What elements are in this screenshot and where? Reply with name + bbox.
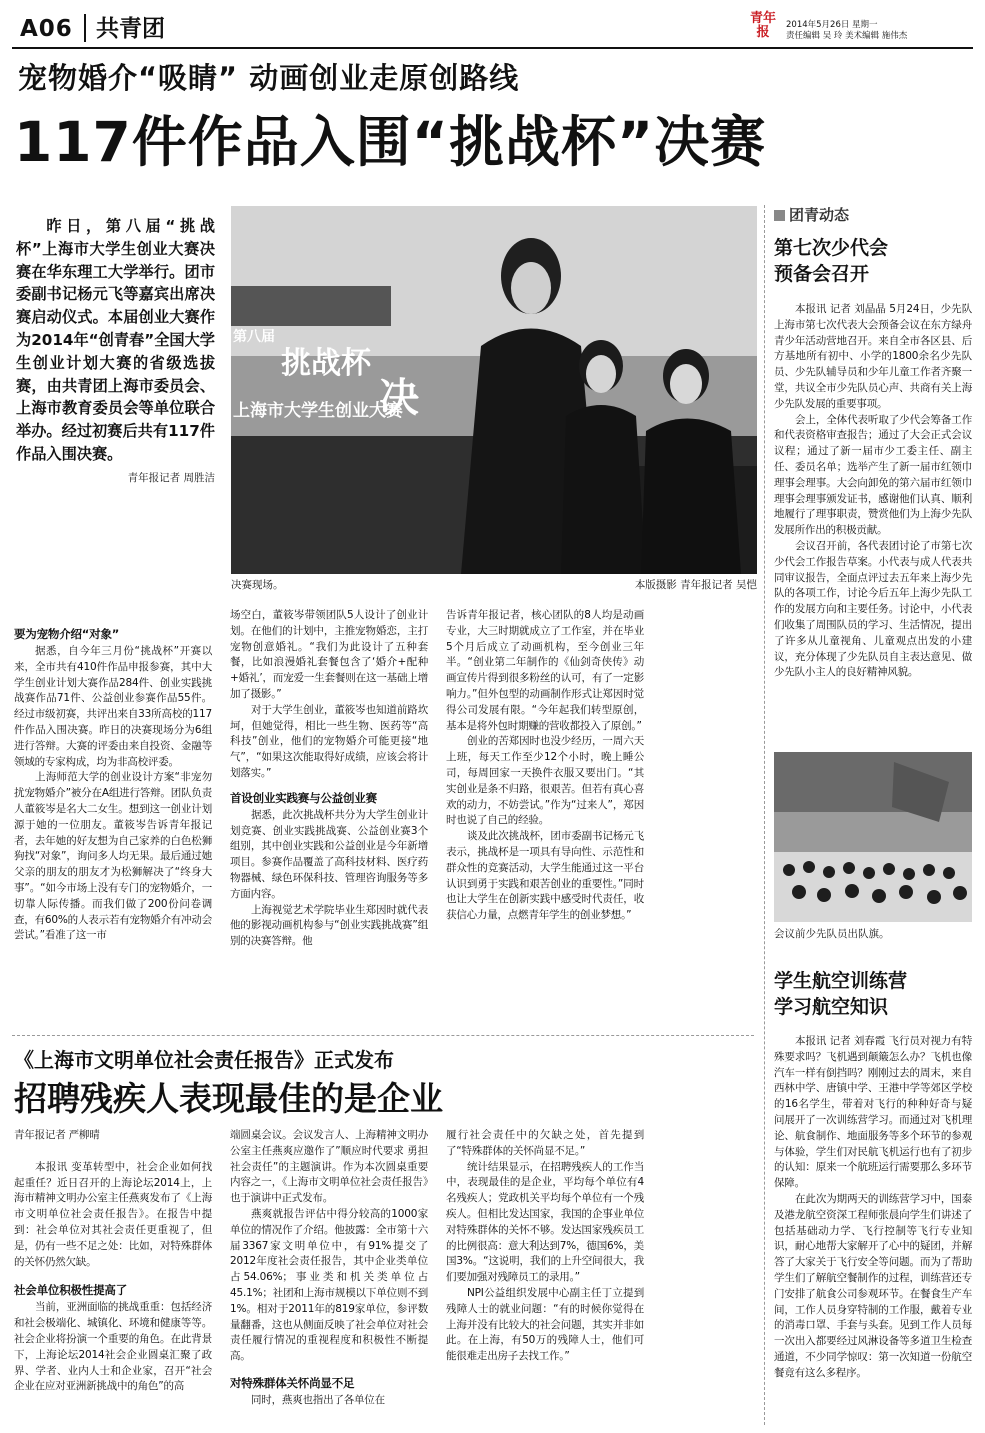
bottom-col3-paragraph-1: 履行社会责任中的欠缺之处，首先提到了“特殊群体的关怀尚显不足。” xyxy=(446,1129,644,1157)
lead-block xyxy=(16,215,215,485)
story1-paragraph-1: 本报讯 记者 刘晶晶 5月24日，少先队上海市第七次代表大会预备会议在东方绿舟青少年活动营地召开。来自全市各区县、后方基地所有初中、小学的1800余名少先队员、少先队辅导员和少年儿童工作者齐聚一堂，共议全市少先队员心声、共商有关上海少先队发展的重要事项。 xyxy=(774,303,972,410)
story1-body xyxy=(774,302,972,681)
col3-paragraph-3: 谈及此次挑战杯，团市委副书记杨元飞表示，挑战杯是一项具有导向性、示范性和群众性的竞赛活动，大学生能通过这一平台认识到勇于实践和艰苦创业的重要性。”同时也让大学生在创新实践中感受时代责任，收获信心力量，点燃青年学生的创业梦想。” xyxy=(446,830,644,922)
col2-paragraph-4: 上海视觉艺术学院毕业生郑因时就代表他的影视动画机构参与“创业实践挑战赛”组别的决赛答辩。他 xyxy=(230,903,428,948)
story2-paragraph-1: 本报讯 记者 刘春霞 飞行员对视力有特殊要求吗？飞机遇到颠簸怎么办？飞机也像汽车一样有倒挡吗？刚刚过去的周末，来自西林中学、唐镇中学、王港中学等郊区学校的16名学生，带着对飞行的种种好奇与疑问展开了一次训练营学习。而通过对飞机理论、航食制作、地面服务等多个环节的参观与体验，学生们对民航飞机运行也有了初步的认知：原来一个航班运行需要那么多环节保障。 xyxy=(774,1035,972,1190)
bottom-col-1 xyxy=(14,1128,212,1395)
col3-paragraph-2: 创业的苦郑因时也没少经历，一周六天上班，每天工作至少12个小时，晚上睡公司，每周回家一天换件衣服又要出门。“其实创业是条不归路，很艰苦。但若有真心喜欢的动力，不妨尝试。”作为“过来人”，郑因时也说了自己的经验。 xyxy=(446,735,644,827)
bottom-col-2 xyxy=(230,1128,428,1409)
bottom-col2-subhead: 对特殊群体关怀尚显不足 xyxy=(230,1375,355,1390)
square-icon xyxy=(774,210,785,221)
story2-body xyxy=(774,1034,972,1382)
col1-paragraph-2: 上海师范大学的创业设计方案“非宠勿扰宠物婚介”被分在A组进行答辩。团队负责人董筱岑是名大二女生。想到这一创业计划源于她的一位朋友。董筱岑告诉青年报记者，去年她的好友想为自己家养的白色松狮狗找“对象”，询问多人均无果。最后通过她父亲的朋友的朋友才为松狮解决了“终身大事”。“如今市场上没有专门的宠物婚介，一切靠人际传播。而我们做了200份问卷调查，有60%的人表示若有宠物婚介有冲动会尝试。”看准了这一市 xyxy=(14,771,212,942)
main-col-2 xyxy=(230,608,428,950)
header-divider xyxy=(84,14,86,42)
sidebar-column-label xyxy=(774,205,972,225)
sidebar-divider xyxy=(764,205,765,1425)
lead-byline: 青年报记者 周胜洁 xyxy=(127,471,215,484)
story2-paragraph-2: 在此次为期两天的训练营学习中，国泰及港龙航空资深工程师张晨向学生们讲述了包括基础动力学、飞行控制等飞行专业知识，耐心地帮大家解开了心中的疑团，并解答了大家关于飞行安全等问题。而为了帮助学生们了解航空餐制作的过程，训练营还专门安排了航食公司参观环节。在餐食生产车间，工作人员身穿特制的工作服，戴着专业的消毒口罩、手套与头套。见到工作人员每一次出入都要经过风淋设备等多道卫生检查通道，不少同学惊叹：第一次知道一份航空餐竟有这么多程序。 xyxy=(774,1192,972,1379)
col2-subhead: 首设创业实践赛与公益创业赛 xyxy=(230,790,377,805)
col1-paragraph-1: 据悉，自今年三月份“挑战杯”开赛以来，全市共有410件作品申报参赛，其中大学生创业计划大赛作品284件、创业实践挑战赛作品71件、公益创业参赛作品55件。经过市级初赛，共评出来自33所高校的117件作品入围决赛。昨日的决赛现场分为6组进行答辩。大赛的评委由来自投资、金融等领域的专家构成，均为非高校评委。 xyxy=(14,645,212,768)
main-headline: 117件作品入围“挑战杯”决赛 xyxy=(14,110,767,174)
story1-headline-1: 第七次少代会 xyxy=(774,237,889,259)
editors-line: 责任编辑 吴 玲 美术编辑 施伟杰 xyxy=(786,31,908,41)
story2-headline-1: 学生航空训练营 xyxy=(774,970,908,992)
col2-paragraph-2: 对于大学生创业，董筱岑也知道前路坎坷，但她觉得，相比一些生物、医药等“高科技”创业，他们的宠物婚介可能更接“地气”，“如果这次能取得好成绩，应该会将计划落实。” xyxy=(230,703,428,779)
col1-subhead: 要为宠物介绍“对象” xyxy=(14,627,120,641)
bottom-article-rule xyxy=(12,1035,754,1036)
story1-headline-2: 预备会召开 xyxy=(774,263,870,285)
date-line: 2014年5月26日 星期一 xyxy=(786,20,878,30)
banner-line-2: 挑战杯 xyxy=(281,346,371,381)
main-col-3 xyxy=(446,608,644,924)
main-photo xyxy=(231,206,757,574)
newspaper-logo: 青年报 xyxy=(749,11,776,40)
bottom-byline: 青年报记者 严柳晴 xyxy=(14,1129,100,1141)
sidebar-photo xyxy=(774,752,972,922)
bottom-headline: 招聘残疾人表现最佳的是企业 xyxy=(14,1079,443,1118)
sidebar-label-text: 团青动态 xyxy=(789,206,850,224)
bottom-col1-paragraph-1: 本报讯 变革转型中，社会企业如何找起重任？近日召开的上海论坛2014上，上海市精神文明办公室主任燕爽发布了《上海市文明单位社会责任报告》。在报告中提到：社会单位对其社会责任更重视了，但是，仍有一些不足之处：比如，对特殊群体的关怀仍然欠缺。 xyxy=(14,1160,212,1268)
header-rule xyxy=(12,47,973,49)
sidebar-photo-caption: 会议前少先队员出队旗。 xyxy=(774,928,890,940)
bottom-col1-paragraph-2: 当前，亚洲面临的挑战重重：包括经济和社会极端化、城镇化、环境和健康等等。社会企业将扮演一个重要的角色。在此背景下，上海论坛2014社会企业圆桌汇聚了政界、学者、业内人士和企业家，召开“社会企业在应对亚洲新挑战中的角色”的高 xyxy=(14,1301,212,1393)
bottom-col3-paragraph-2: 统计结果显示，在招聘残疾人的工作当中，表现最佳的是企业，平均每个单位有4名残疾人；党政机关平均每个单位有一个残疾人。但相比发达国家，我国的企事业单位对特殊群体的关怀不够。发达国家残疾员工的比例很高：意大利达到7%，德国6%，美国3%。“这说明，我们的上升空间很大，我们要加强对残障员工的录用。” xyxy=(446,1160,644,1284)
lead-paragraph: 昨日，第八届“挑战杯”上海市大学生创业大赛决赛在华东理工大学举行。团市委副书记杨元飞等嘉宾出席决赛启动仪式。本届创业大赛作为2014年“创青春”全国大学生创业计划大赛的省级选拔赛，由共青团上海市委员会、上海市教育委员会等单位联合举办。经过初赛后共有117件作品入围决赛。 xyxy=(16,217,215,463)
bottom-kicker: 《上海市文明单位社会责任报告》正式发布 xyxy=(14,1048,394,1072)
photo-credit: 本版摄影 青年报记者 吴恺 xyxy=(634,579,757,591)
bottom-col1-subhead: 社会单位积极性提高了 xyxy=(14,1283,127,1298)
story1-paragraph-3: 会议召开前，各代表团讨论了市第七次少代会工作报告草案。小代表与成人代表共同审议报告，全面点评过去五年来上海少先队的各项工作，讨论今后五年上海少先队工作的发展方向和主要任务。讨论中，小代表们收集了周围队员的学习、生活情况，提出了许多从儿童视角、儿童观点出发的小建议，充分体现了少先队员自主表达意见、做少先队小主人的良好精神风貌。 xyxy=(774,539,972,679)
story2-headline-2: 学习航空知识 xyxy=(774,996,889,1018)
story1-paragraph-2: 会上，全体代表听取了少代会筹备工作和代表资格审查报告；通过了大会正式会议议程；通过了新一届市少工委主任、副主任、委员名单；选举产生了新一届市红领巾理事会理事。大会向卸免的第六届市红领巾理事会理事颁发证书，感谢他们认真、顺利地履行了理事职责，赞赏他们为上海少先队发展所作出的积极贡献。 xyxy=(774,413,972,537)
bottom-col-3 xyxy=(446,1128,644,1365)
bottom-col2-paragraph-3: 同时，燕爽也指出了各单位在 xyxy=(251,1393,385,1406)
col2-paragraph-1: 场空白，董筱岑带领团队5人设计了创业计划。在他们的计划中，主推宠物婚恋，主打宠物创意婚礼。“我们为此设计了五种套餐，比如浪漫婚礼套餐包含了‘婚介+配种+婚礼’，而宠爱一生套餐则在这一基础上增加了摄影。” xyxy=(230,609,428,700)
page-number: A06 xyxy=(20,16,73,42)
col2-paragraph-3: 据悉，此次挑战杯共分为大学生创业计划竞赛、创业实践挑战赛、公益创业赛3个组别，其中创业实践和公益创业是今年新增项目。参赛作品覆盖了高科技材料、医疗药物器械、绿色环保科技、管理咨询服务等多方面内容。 xyxy=(230,808,428,900)
section-name: 共青团 xyxy=(96,16,165,42)
sidebar-story2 xyxy=(774,968,972,1382)
col3-paragraph-1: 告诉青年报记者，核心团队的8人均是动画专业，大三时期就成立了工作室，并在毕业5个月后成立了动画机构，至今创业三年半。“创业第二年制作的《仙剑奇侠传》动画宣传片得到很多粉丝的认可，有了一定影响力。”但外包型的动画制作形式让郑因时觉得公司发展有限。“今年起我们转型原创，基本是将外包时期赚的营收都投入了原创。” xyxy=(446,609,644,732)
banner-line-1: 第八届 xyxy=(233,329,275,345)
sidebar-photo-scene xyxy=(774,752,972,922)
bottom-col2-paragraph-1: 端圆桌会议。会议发言人、上海精神文明办公室主任燕爽应邀作了”顺应时代要求 勇担社会责任”的主题演讲。作为本次圆桌重要内容之一，《上海市文明单位社会责任报告》也于演讲中正式发布。 xyxy=(230,1129,428,1205)
main-col-1 xyxy=(14,624,212,944)
banner-char: 决 xyxy=(379,375,419,421)
banner-line-3: 上海市大学生创业大赛 xyxy=(233,401,403,421)
bottom-col2-paragraph-2: 燕爽就报告评估中得分较高的1000家单位的情况作了介绍。他披露：全市第十六届3367家文明单位中，有91%提交了2012年度社会责任报告，其中企业类单位占54.06%；事业类和机关类单位占45.1%；社团和上海市规模以下单位则不到1%。相对于2011年的819家单位，参评数量翻番，这也从侧面反映了社会单位对社会责任履行情况的重视程度和积极性不断提高。 xyxy=(230,1207,428,1363)
bottom-col3-paragraph-3: NPI公益组织发展中心副主任丁立提到残障人士的就业问题：“有的时候你觉得在上海并没有比较大的社会问题，其实并非如此。在上海，有50万的残障人士，他们可能很难走出房子去找工作。” xyxy=(446,1286,644,1363)
photo-caption: 决赛现场。 xyxy=(231,579,284,591)
main-kicker: 宠物婚介“吸睛” 动画创业走原创路线 xyxy=(18,61,520,95)
